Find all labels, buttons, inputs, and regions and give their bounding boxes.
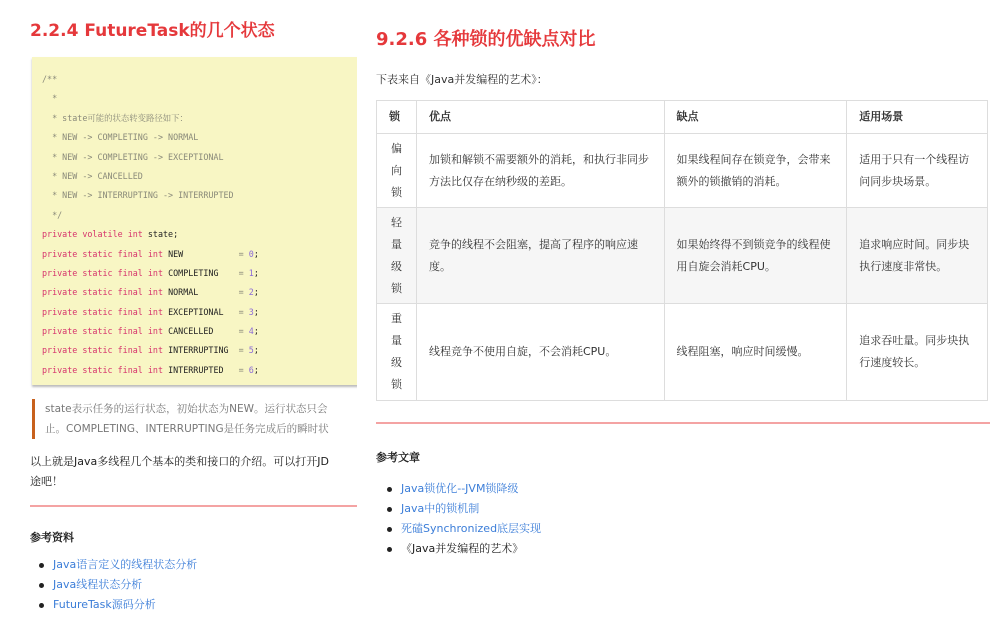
code-token: ; — [253, 248, 259, 259]
reference-link[interactable]: 死磕Synchronized底层实现 — [401, 519, 541, 539]
right-panel — [370, 0, 1000, 633]
code-token: = — [233, 306, 249, 317]
reference-link[interactable]: FutureTask源码分析 — [53, 595, 197, 615]
code-token: private static final int — [42, 267, 169, 278]
code-token: private static final int — [42, 248, 169, 259]
code-token: 1 — [248, 267, 254, 278]
divider — [376, 422, 990, 424]
code-line — [42, 322, 357, 341]
code-token: = — [233, 364, 249, 375]
code-block — [32, 57, 357, 385]
code-token: /** — [42, 74, 58, 84]
code-token: 4 — [248, 326, 254, 337]
code-token: = — [233, 326, 249, 337]
table-header-row — [377, 101, 988, 134]
header-cell: 缺点 — [664, 101, 847, 134]
code-token: EXCEPTIONAL — [168, 306, 234, 317]
code-line — [42, 109, 357, 128]
code-token: INTERRUPTED — [168, 364, 234, 375]
code-token: private static final int — [42, 364, 169, 375]
code-token: ; — [253, 267, 259, 278]
paragraph-line: 以上就是Java多线程几个基本的类和接口的介绍。可以打开JD — [30, 455, 329, 468]
code-token: 0 — [248, 248, 254, 259]
code-token: 3 — [248, 306, 254, 317]
reference-link[interactable]: Java中的锁机制 — [401, 499, 541, 519]
reference-link[interactable]: Java锁优化--JVM锁降级 — [401, 479, 541, 499]
cell: 如果始终得不到锁竞争的线程使用自旋会消耗CPU。 — [664, 208, 847, 304]
cell: 加锁和解锁不需要额外的消耗，和执行非同步方法比仅存在纳秒级的差距。 — [416, 134, 664, 208]
left-panel — [0, 0, 357, 633]
cell: 适用于只有一个线程访问同步块场景。 — [847, 134, 988, 208]
code-token: 6 — [248, 364, 254, 375]
code-token: = — [233, 248, 249, 259]
code-token: private static final int — [42, 345, 169, 356]
code-line — [42, 225, 357, 244]
code-line — [42, 148, 357, 167]
code-token: = — [233, 345, 249, 356]
reference-book: 《Java并发编程的艺术》 — [401, 539, 541, 559]
divider — [30, 505, 357, 507]
code-line — [42, 303, 357, 322]
code-line — [42, 361, 357, 380]
code-line — [42, 283, 357, 302]
code-token: = — [233, 267, 249, 278]
code-line — [42, 245, 357, 264]
table-row — [377, 134, 988, 208]
code-token: state; — [147, 229, 179, 240]
code-token: 5 — [248, 345, 254, 356]
quote-line: state表示任务的运行状态，初始状态为NEW。运行状态只会 — [45, 403, 328, 415]
code-line — [42, 128, 357, 147]
paragraph-line: 途吧！ — [30, 475, 63, 488]
code-token: ; — [253, 287, 259, 298]
cell: 竞争的线程不会阻塞，提高了程序的响应速度。 — [416, 208, 664, 304]
code-line — [42, 341, 357, 360]
code-token: private static final int — [42, 326, 169, 337]
blockquote — [32, 399, 357, 439]
code-line — [42, 206, 357, 225]
section-title: 2.2.4 FutureTask的几个状态 — [30, 21, 275, 41]
cell: 线程阻塞，响应时间缓慢。 — [664, 304, 847, 401]
code-token: CANCELLED — [168, 326, 234, 337]
code-token: * NEW -> CANCELLED — [42, 170, 143, 181]
cell: 如果线程间存在锁竞争，会带来额外的锁撤销的消耗。 — [664, 134, 847, 208]
code-token: * NEW -> COMPLETING -> EXCEPTIONAL — [42, 151, 224, 162]
code-token: private volatile int — [42, 229, 148, 240]
code-token: ; — [253, 364, 259, 375]
header-cell: 优点 — [416, 101, 664, 134]
code-token: 2 — [248, 287, 254, 298]
cell: 追求响应时间。同步块执行速度非常快。 — [847, 208, 988, 304]
references-list — [53, 555, 197, 615]
cell: 轻量级锁 — [377, 208, 417, 304]
code-token: ; — [253, 345, 259, 356]
code-token: */ — [42, 209, 63, 220]
lock-comparison-table — [376, 100, 988, 401]
table-intro: 下表来自《Java并发编程的艺术》： — [376, 73, 548, 86]
summary-paragraph — [30, 452, 357, 492]
code-token: INTERRUPTING — [168, 345, 234, 356]
section-title: 9.2.6 各种锁的优缺点对比 — [376, 29, 596, 50]
code-line — [42, 89, 357, 108]
code-line — [42, 186, 357, 205]
code-line — [42, 167, 357, 186]
code-token: * state可能的状态转变路径如下： — [42, 112, 188, 123]
table-row — [377, 304, 988, 401]
cell: 线程竞争不使用自旋，不会消耗CPU。 — [416, 304, 664, 401]
references-list — [401, 479, 541, 559]
code-line — [42, 70, 357, 89]
code-token: NORMAL — [168, 287, 234, 298]
code-token: ; — [253, 326, 259, 337]
code-token: NEW — [168, 248, 234, 259]
code-token: = — [233, 287, 249, 298]
quote-line: 止。COMPLETING、INTERRUPTING是任务完成后的瞬时状 — [45, 423, 329, 435]
reference-link[interactable]: Java线程状态分析 — [53, 575, 197, 595]
code-token: COMPLETING — [168, 267, 234, 278]
table-row — [377, 208, 988, 304]
header-cell: 锁 — [377, 101, 417, 134]
code-token: ; — [253, 306, 259, 317]
references-heading: 参考资料 — [30, 531, 74, 544]
reference-link[interactable]: Java语言定义的线程状态分析 — [53, 555, 197, 575]
code-token: * NEW -> COMPLETING -> NORMAL — [42, 132, 199, 143]
header-cell: 适用场景 — [847, 101, 988, 134]
cell: 追求吞吐量。同步块执行速度较长。 — [847, 304, 988, 401]
code-token: * NEW -> INTERRUPTING -> INTERRUPTED — [42, 190, 234, 201]
cell: 偏向锁 — [377, 134, 417, 208]
code-token: private static final int — [42, 306, 169, 317]
code-token: * — [42, 93, 58, 104]
code-token: private static final int — [42, 287, 169, 298]
code-line — [42, 264, 357, 283]
cell: 重量级锁 — [377, 304, 417, 401]
references-heading: 参考文章 — [376, 451, 420, 464]
